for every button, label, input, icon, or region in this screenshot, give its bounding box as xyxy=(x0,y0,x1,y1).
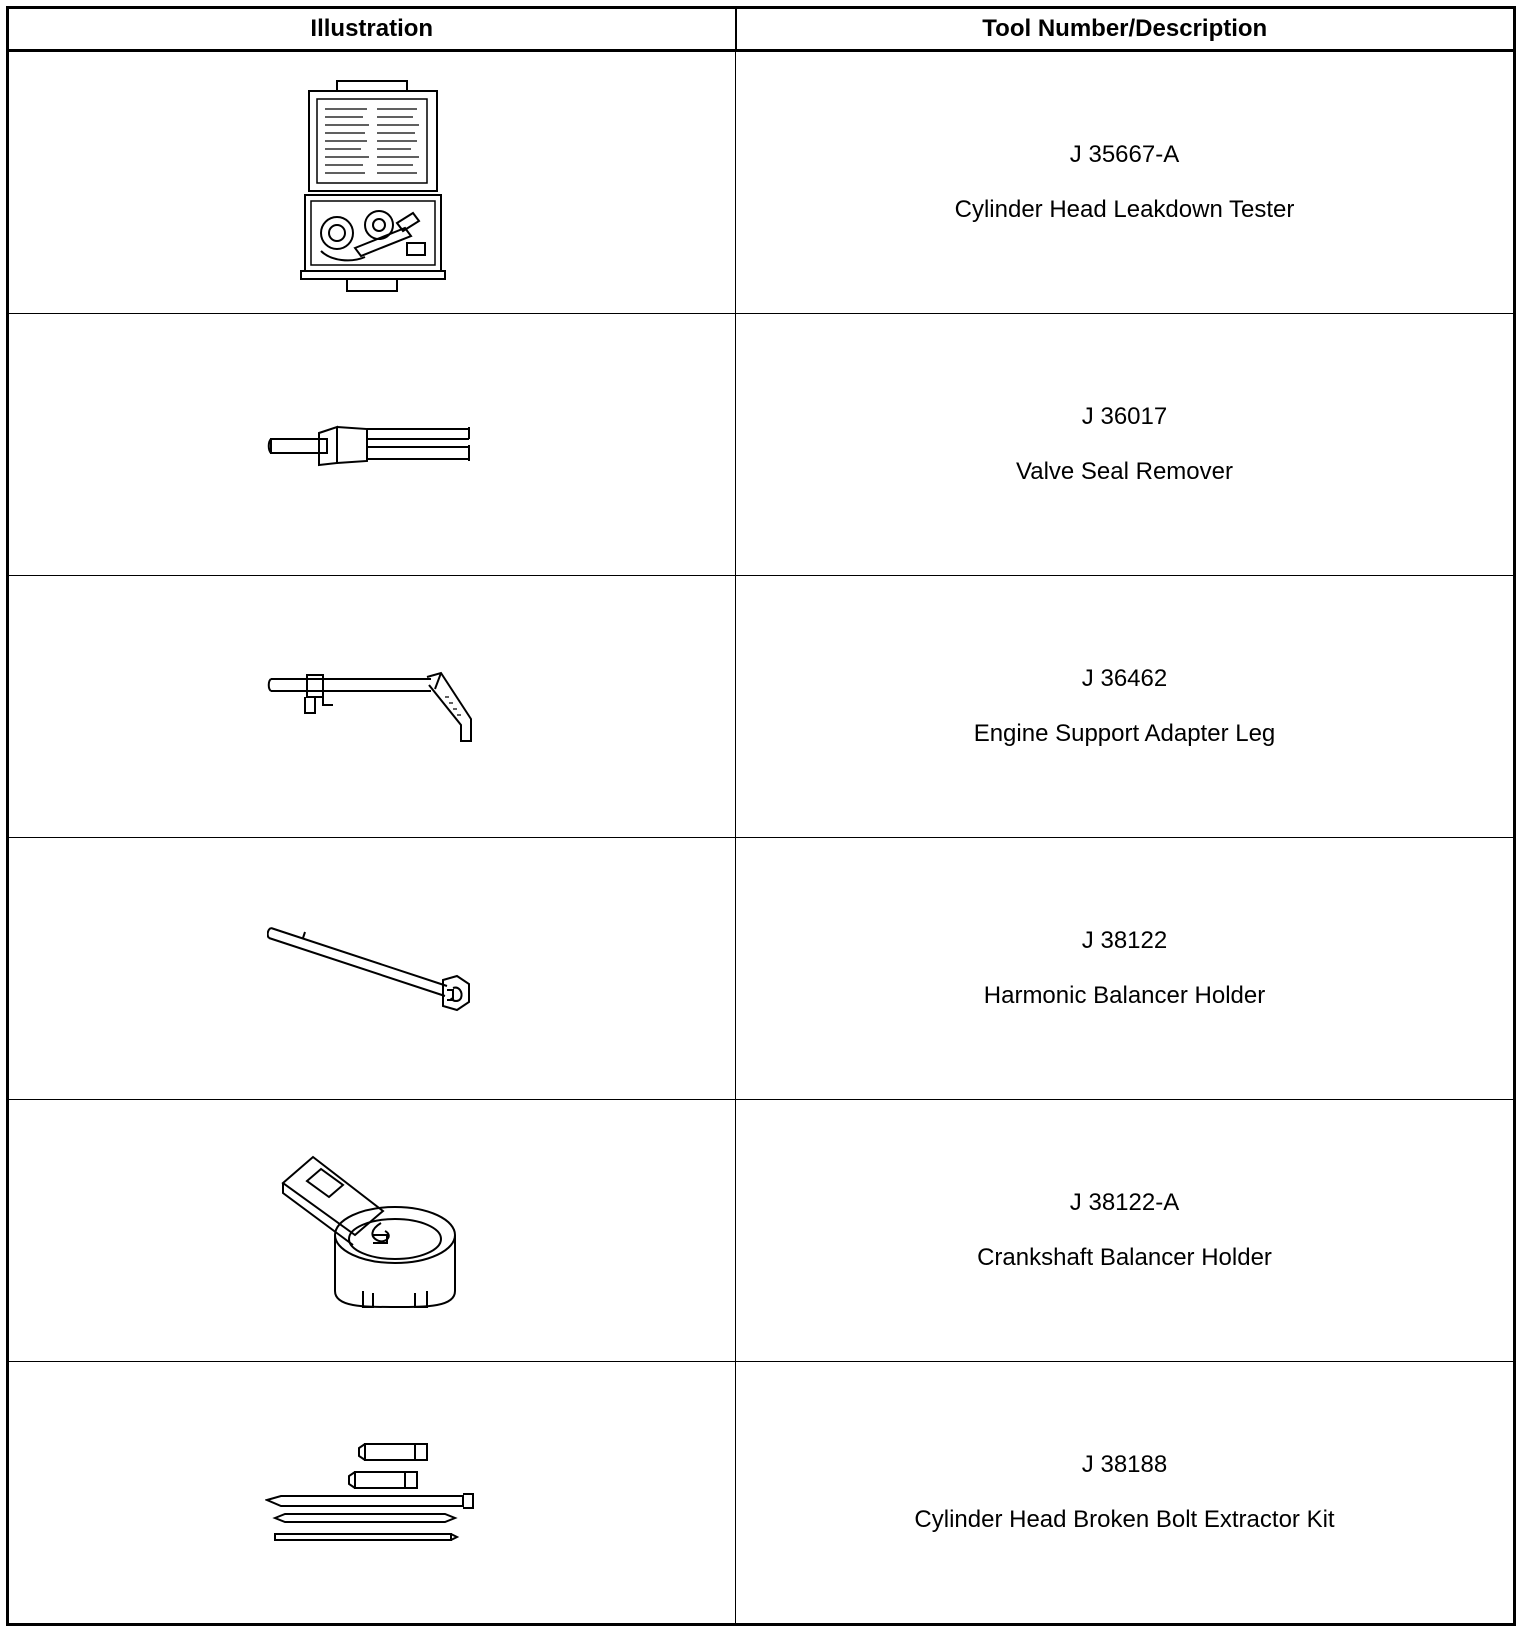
illustration-column-header: Illustration xyxy=(8,8,736,51)
table-row xyxy=(8,838,1515,1100)
description-cell xyxy=(736,1100,1515,1362)
tool-number: J 38188 xyxy=(1081,1451,1168,1478)
crankshaft-holder-icon xyxy=(277,1151,467,1311)
balancer-holder-bar-icon xyxy=(267,924,477,1014)
description-cell xyxy=(736,838,1515,1100)
illustration-cell xyxy=(8,838,736,1100)
leakdown-tester-case-icon xyxy=(297,73,447,293)
tool-description: Cylinder Head Broken Bolt Extractor Kit xyxy=(914,1506,1335,1533)
valve-seal-remover-icon xyxy=(267,415,477,475)
illustration-cell xyxy=(8,576,736,838)
adapter-leg-icon xyxy=(267,667,477,747)
table-row xyxy=(8,51,1515,314)
table-row xyxy=(8,1100,1515,1362)
table-row xyxy=(8,1362,1515,1625)
tool-number: J 36462 xyxy=(1081,665,1168,692)
special-tools-table xyxy=(6,6,1516,1626)
tool-number: J 35667-A xyxy=(1069,141,1180,168)
tool-description: Engine Support Adapter Leg xyxy=(973,720,1276,747)
tool-number: J 36017 xyxy=(1081,403,1168,430)
table-header-row xyxy=(8,8,1515,51)
illustration-cell xyxy=(8,314,736,576)
illustration-cell xyxy=(8,1362,736,1625)
table-row xyxy=(8,576,1515,838)
illustration-cell xyxy=(8,51,736,314)
tool-number: J 38122 xyxy=(1081,927,1168,954)
tool-description: Cylinder Head Leakdown Tester xyxy=(954,196,1295,223)
description-cell xyxy=(736,51,1515,314)
table-row xyxy=(8,314,1515,576)
illustration-cell xyxy=(8,1100,736,1362)
tool-number: J 38122-A xyxy=(1069,1189,1180,1216)
bolt-extractor-kit-icon xyxy=(265,1438,480,1548)
description-cell xyxy=(736,576,1515,838)
description-cell xyxy=(736,314,1515,576)
tool-description: Valve Seal Remover xyxy=(1016,458,1233,485)
description-column-header: Tool Number/Description xyxy=(736,8,1515,51)
tool-description: Harmonic Balancer Holder xyxy=(983,982,1266,1009)
description-cell xyxy=(736,1362,1515,1625)
tool-description: Crankshaft Balancer Holder xyxy=(977,1244,1272,1271)
